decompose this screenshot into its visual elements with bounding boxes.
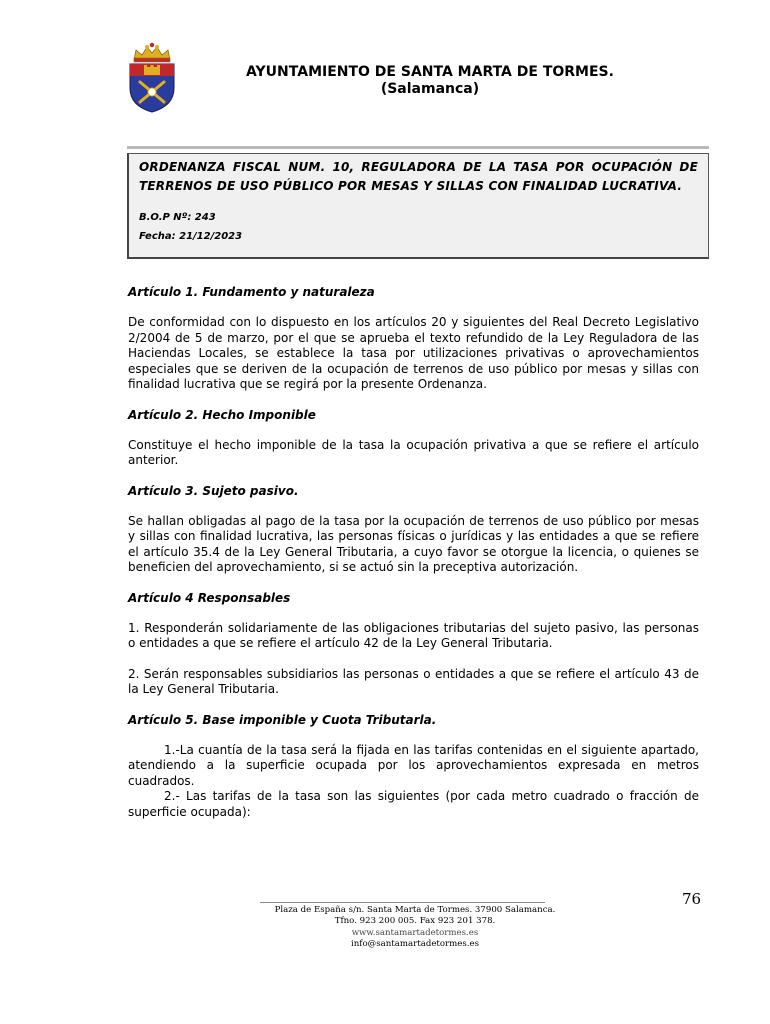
ordinance-title: ORDENANZA FISCAL NUM. 10, REGULADORA DE LA TASA POR OCUPACIÓN DE TERRENOS DE USO PÚBLICO POR MESAS Y SILLAS CON FINALIDAD LUCRATIVA. bbox=[139, 160, 698, 193]
province-subtitle: (Salamanca) bbox=[380, 81, 480, 97]
article-3-heading: Artículo 3. Sujeto pasivo. bbox=[128, 483, 299, 498]
article-4-text-2: 2. Serán responsables subsidiarios las personas o entidades a que se refiere el artículo 43 de la Ley General Tributaria. bbox=[128, 666, 699, 696]
footer-divider bbox=[260, 902, 545, 903]
article-2-heading: Artículo 2. Hecho Imponible bbox=[128, 407, 316, 422]
article-1-heading: Artículo 1. Fundamento y naturaleza bbox=[128, 285, 375, 299]
article-5-heading: Artículo 5. Base imponible y Cuota Tributarla. bbox=[128, 712, 437, 727]
municipality-title: AYUNTAMIENTO DE SANTA MARTA DE TORMES. bbox=[246, 64, 614, 80]
footer-phone: Tfno. 923 200 005. Fax 923 201 378. bbox=[334, 916, 496, 926]
bop-number: B.O.P Nº: 243 bbox=[139, 212, 216, 223]
footer-website-link[interactable]: www.santamartadetormes.es bbox=[351, 928, 479, 938]
article-2-text: Constituye el hecho imponible de la tasa la ocupación privativa a que se refiere el artículo anterior. bbox=[128, 437, 699, 467]
article-5-text-2: 2.- Las tarifas de la tasa son las siguientes (por cada metro cuadrado o fracción de superficie ocupada): bbox=[128, 789, 699, 819]
page-number: 76 bbox=[682, 890, 702, 908]
coat-of-arms-icon bbox=[126, 42, 178, 114]
ordinance-box bbox=[127, 153, 709, 259]
footer-email-link[interactable]: info@santamartadetormes.es bbox=[350, 939, 480, 949]
article-3-text: Se hallan obligadas al pago de la tasa por la ocupación de terrenos de uso público por mesas y sillas con finalidad lucrativa, las personas físicas o jurídicas y las entidades a que se refiere el artículo 35.4 de la Ley General Tributaria, a cuyo favor se otorgue la licencia, o quienes se beneficien del aprovechamiento, si se actuó sin la preceptiva autorización. bbox=[128, 513, 699, 574]
article-4-heading: Artículo 4 Responsables bbox=[128, 590, 291, 605]
header-divider bbox=[127, 146, 709, 149]
footer-address: Plaza de España s/n. Santa Marta de Tormes. 37900 Salamanca. bbox=[274, 905, 556, 915]
document-body bbox=[128, 285, 699, 820]
publication-date: Fecha: 21/12/2023 bbox=[139, 231, 243, 242]
article-5-text-1: 1.-La cuantía de la tasa será la fijada en las tarifas contenidas en el siguiente apartado, atendiendo a la superficie ocupada por los aprovechamientos expresada en metros cuadrados. bbox=[128, 742, 699, 788]
article-1-text: De conformidad con lo dispuesto en los artículos 20 y siguientes del Real Decreto Legislativo 2/2004 de 5 de marzo, por el que se aprueba el texto refundido de la Ley Reguladora de las Haciendas Locales, se establece la tasa por utilizaciones privativas o aprovechamientos especiales que se deriven de la ocupación de terrenos de uso público por mesas y sillas con finalidad lucrativa que se regirá por la presente Ordenanza. bbox=[128, 315, 699, 391]
article-4-text-1: 1. Responderán solidariamente de las obligaciones tributarias del sujeto pasivo, las personas o entidades a que se refiere el artículo 42 de la Ley General Tributaria. bbox=[128, 620, 699, 650]
